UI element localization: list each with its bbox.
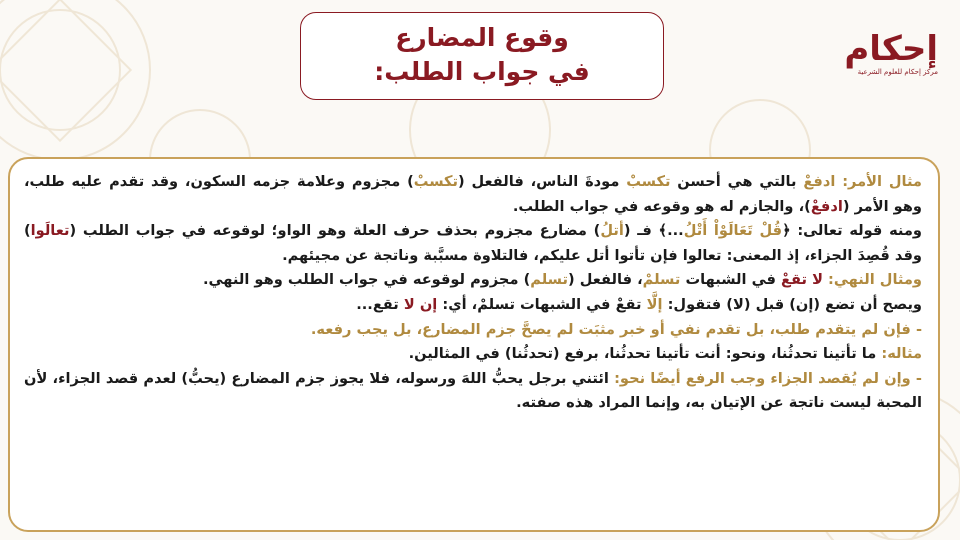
text: ومنه قوله تعالى: ﴿ xyxy=(782,222,922,240)
label-command-example: مثال الأمر: xyxy=(842,173,922,190)
text: ويصح أن تضع (إن) قبل (لا) فتقول: xyxy=(662,295,922,313)
text: ما تأتينا تحدثُنا، ونحو: أنت تأتينا تحدثُنا، برفع (تحدثُنا) في المثالين. xyxy=(408,345,882,363)
paragraph-command-example xyxy=(24,170,922,219)
paragraph-quran-example xyxy=(24,219,922,268)
paragraph-in-la xyxy=(24,293,922,318)
highlight-verb: تعالَوا xyxy=(30,222,70,240)
paragraph-no-request-rule xyxy=(24,318,922,343)
highlight-verse: قُلْ تَعَالَوْاْ أَتْلُ xyxy=(683,222,783,240)
highlight-verb: لا تقعْ xyxy=(781,271,823,289)
highlight-particle: إلَّا xyxy=(646,295,663,313)
text: ...﴾ فـ ( xyxy=(623,222,684,240)
text: تقعْ في الشبهات تسلمْ، أي: xyxy=(437,295,647,313)
paragraph-example-raf xyxy=(24,342,922,367)
logo xyxy=(844,29,938,100)
content-box xyxy=(8,157,940,532)
text: ، فالفعل ( xyxy=(567,271,643,289)
paragraph-prohibition-example xyxy=(24,268,922,293)
title-line-1: وقوع المضارع xyxy=(395,23,569,52)
text: )، والجازم له هو وقوعه في جواب الطلب. xyxy=(512,197,811,215)
label-example: مثاله: xyxy=(881,345,922,363)
highlight-particle: إن لا xyxy=(403,295,438,313)
logo-wordmark: إحكام xyxy=(844,29,938,69)
highlight-verb: ادفعْ xyxy=(803,173,836,190)
highlight-verb: تسلم xyxy=(530,271,568,289)
highlight-verb: تكسبْ xyxy=(626,173,671,190)
paragraph-no-jaza-rule xyxy=(24,367,922,416)
title-line-2: في جواب الطلب: xyxy=(374,57,590,86)
text: في الشبهات xyxy=(680,271,782,289)
text: ائتني برجل يحبُّ اللهَ ورسوله، فلا يجوز جزم المضارع (يحبُّ) لعدم قصد الجزاء، لأن المحبة ليست ناتجة عن الإتيان به، وإنما المراد هذه صفته. xyxy=(24,369,922,412)
logo-caption: مركز إحكام للعلوم الشرعية xyxy=(857,68,938,76)
text: ) مجزوم وعلامة جزمه السكون، وقد تقدم عليه طلب، وهو الأمر ( xyxy=(24,173,922,215)
highlight-verb: تسلمْ xyxy=(642,271,681,289)
text: ) مضارع مجزوم بحذف حرف العلة وهو الواو؛ لوقوعه في جواب الطلب ( xyxy=(69,222,601,240)
highlight-verb: تكسبْ xyxy=(413,173,459,190)
title-box xyxy=(300,12,664,100)
highlight-verb: أتلُ xyxy=(600,222,624,240)
highlight-verb: ادفعْ xyxy=(810,197,843,215)
text: تقع... xyxy=(356,295,404,313)
rule-no-request: - فإن لم يتقدم طلب، بل تقدم نفي أو خبر مثبَت لم يصحَّ جزم المضارع، بل يجب رفعه. xyxy=(310,320,922,338)
label-prohibition-example: ومثال النهي: xyxy=(828,271,922,289)
text: ) مجزوم لوقوعه في جواب الطلب وهو النهي. xyxy=(202,271,531,289)
text: بالتي هي أحسن xyxy=(670,173,804,190)
text: ) وقد قُصِدَ الجزاء، إذ المعنى: تعالوا فإن تأتوا أتل عليكم، فالتلاوة مسبَّبة وناتجة عن مجيئهم. xyxy=(24,222,922,264)
text: مودةَ الناس، فالفعل ( xyxy=(458,173,627,190)
rule-no-jaza: - وإن لم يُقصد الجزاء وجب الرفع أيضًا نحو: xyxy=(614,369,922,387)
